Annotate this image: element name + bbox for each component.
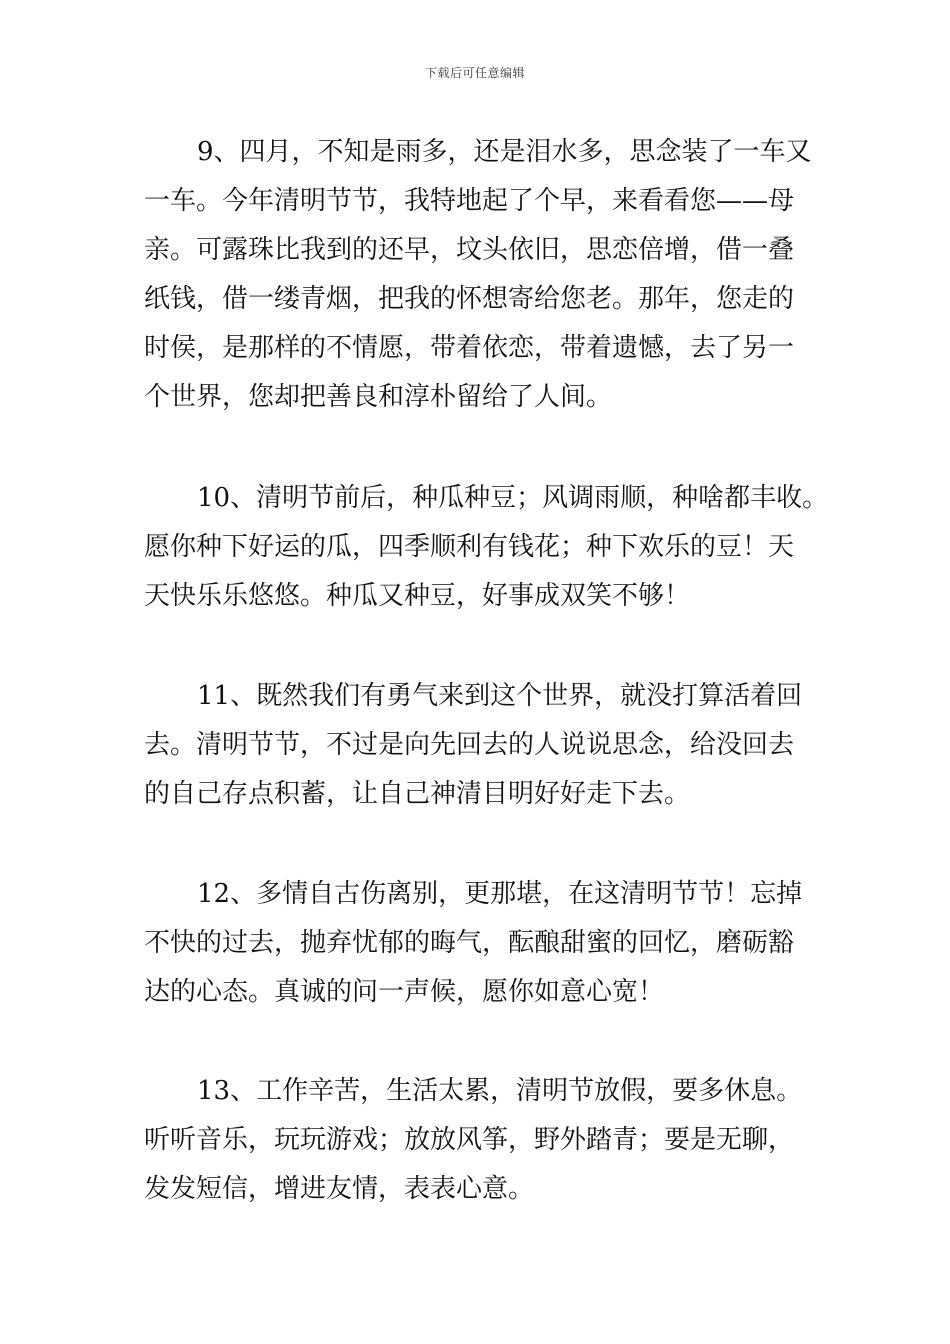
paragraph-10 <box>144 474 829 621</box>
paragraph-line: 听听音乐，玩玩游戏；放放风筝，野外踏青；要是无聊， <box>144 1125 795 1155</box>
paragraph-line: 10、清明节前后，种瓜种豆；风调雨顺，种啥都丰收。 <box>197 483 829 513</box>
paragraph-line: 愿你种下好运的瓜，四季顺利有钱花；种下欢乐的豆！天 <box>144 532 795 562</box>
paragraph-line: 12、多情自古伤离别，更那堪，在这清明节节！忘掉 <box>197 879 803 909</box>
paragraph-line: 去。清明节节，不过是向先回去的人说说思念，给没回去 <box>144 730 795 760</box>
paragraph-line: 11、既然我们有勇气来到这个世界，就没打算活着回 <box>197 681 803 711</box>
header-note: 下载后可任意编辑 <box>424 66 525 80</box>
paragraph-line: 不快的过去，抛弃忧郁的晦气，酝酿甜蜜的回忆，磨砺豁 <box>144 928 795 958</box>
paragraph-line: 个世界，您却把善良和淳朴留给了人间。 <box>144 382 613 412</box>
paragraph-line: 纸钱，借一缕青烟，把我的怀想寄给您老。那年，您走的 <box>144 284 795 314</box>
paragraph-9 <box>144 128 824 422</box>
paragraph-13 <box>144 1067 824 1214</box>
paragraph-line: 的自己存点积蓄，让自己神清目明好好走下去。 <box>144 779 691 809</box>
paragraph-11 <box>144 672 824 819</box>
paragraph-line: 13、工作辛苦，生活太累，清明节放假，要多休息。 <box>197 1076 803 1106</box>
paragraph-line: 亲。可露珠比我到的还早，坟头依旧，思恋倍增，借一叠 <box>144 235 795 265</box>
paragraph-12 <box>144 870 824 1017</box>
paragraph-line: 天快乐乐悠悠。种瓜又种豆，好事成双笑不够！ <box>144 581 691 611</box>
paragraph-line: 时侯，是那样的不情愿，带着依恋，带着遗憾，去了另一 <box>144 333 795 363</box>
paragraph-line: 9、四月，不知是雨多，还是泪水多，思念装了一车又 <box>197 137 812 167</box>
paragraph-line: 一车。今年清明节节，我特地起了个早，来看看您——母 <box>144 186 795 216</box>
paragraph-line: 达的心态。真诚的问一声候，愿你如意心宽！ <box>144 977 665 1007</box>
paragraph-line: 发发短信，增进友情，表表心意。 <box>144 1174 535 1204</box>
